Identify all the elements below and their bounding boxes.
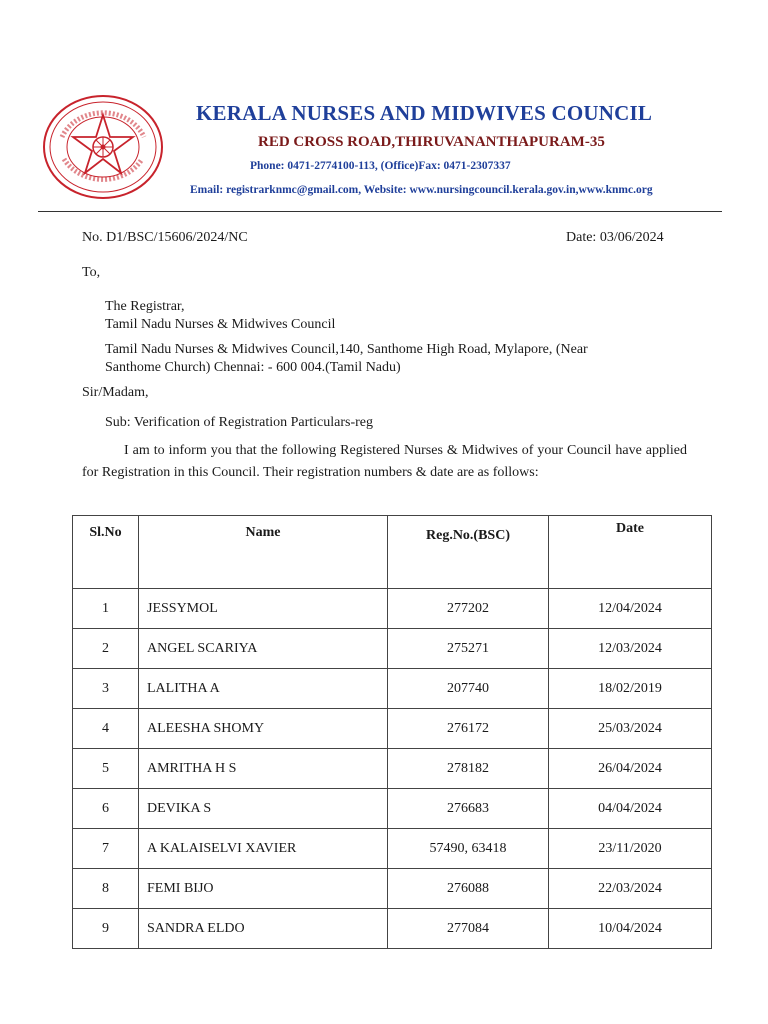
cell-date: 26/04/2024: [549, 749, 712, 789]
council-title: KERALA NURSES AND MIDWIVES COUNCIL: [196, 101, 653, 125]
header-date: Date: [549, 516, 712, 589]
cell-date: 10/04/2024: [549, 909, 712, 949]
cell-reg-no: 276088: [388, 869, 549, 909]
cell-name: SANDRA ELDO: [139, 909, 388, 949]
cell-name: JESSYMOL: [139, 589, 388, 629]
cell-reg-no: 278182: [388, 749, 549, 789]
cell-reg-no: 277084: [388, 909, 549, 949]
table-row: [73, 789, 712, 829]
cell-name: LALITHA A: [139, 669, 388, 709]
cell-reg-no: 277202: [388, 589, 549, 629]
table-row: [73, 909, 712, 949]
table-header-row: [73, 516, 712, 589]
subject-line: Sub: Verification of Registration Particulars-reg: [105, 415, 374, 430]
table-row: [73, 629, 712, 669]
header-sl-no: Sl.No: [73, 516, 139, 589]
cell-date: 23/11/2020: [549, 829, 712, 869]
cell-sl-no: 8: [73, 869, 139, 909]
letterhead-divider: [38, 211, 722, 212]
header-name: Name: [139, 516, 388, 589]
cell-sl-no: 4: [73, 709, 139, 749]
table-row: [73, 829, 712, 869]
cell-name: ANGEL SCARIYA: [139, 629, 388, 669]
cell-date: 12/03/2024: [549, 629, 712, 669]
council-address: RED CROSS ROAD,THIRUVANANTHAPURAM-35: [258, 134, 605, 150]
to-label: To,: [82, 265, 101, 280]
cell-date: 12/04/2024: [549, 589, 712, 629]
cell-date: 04/04/2024: [549, 789, 712, 829]
cell-date: 18/02/2019: [549, 669, 712, 709]
cell-reg-no: 275271: [388, 629, 549, 669]
letter-body: [82, 440, 687, 484]
cell-date: 25/03/2024: [549, 709, 712, 749]
registration-table: [72, 515, 712, 949]
council-seal-logo: [40, 93, 166, 201]
cell-reg-no: 57490, 63418: [388, 829, 549, 869]
letter-date: Date: 03/06/2024: [566, 230, 664, 245]
table-row: [73, 669, 712, 709]
cell-reg-no: 276683: [388, 789, 549, 829]
recipient-organisation: Tamil Nadu Nurses & Midwives Council: [105, 317, 336, 332]
cell-sl-no: 7: [73, 829, 139, 869]
recipient-title: The Registrar,: [105, 299, 185, 314]
table-row: [73, 749, 712, 789]
table-row: [73, 709, 712, 749]
cell-name: A KALAISELVI XAVIER: [139, 829, 388, 869]
cell-date: 22/03/2024: [549, 869, 712, 909]
cell-sl-no: 1: [73, 589, 139, 629]
recipient-address-line2: Santhome Church) Chennai: - 600 004.(Tamil Nadu): [105, 360, 401, 375]
cell-sl-no: 2: [73, 629, 139, 669]
cell-sl-no: 9: [73, 909, 139, 949]
cell-sl-no: 3: [73, 669, 139, 709]
letter-body-text: I am to inform you that the following Registered Nurses & Midwives of your Council have applied for Registration in this Council. Their registration numbers & date are as follows:: [82, 443, 687, 480]
cell-name: DEVIKA S: [139, 789, 388, 829]
council-email-website: Email: registrarknmc@gmail.com, Website: www.nursingcouncil.kerala.gov.in,www.knmc.org: [190, 184, 653, 196]
reference-number: No. D1/BSC/15606/2024/NC: [82, 230, 248, 245]
cell-reg-no: 276172: [388, 709, 549, 749]
cell-reg-no: 207740: [388, 669, 549, 709]
cell-name: FEMI BIJO: [139, 869, 388, 909]
cell-sl-no: 5: [73, 749, 139, 789]
table-row: [73, 589, 712, 629]
salutation: Sir/Madam,: [82, 385, 149, 400]
table-row: [73, 869, 712, 909]
header-reg-no: Reg.No.(BSC): [388, 516, 549, 589]
council-phone: Phone: 0471-2774100-113, (Office)Fax: 0471-2307337: [250, 160, 511, 172]
recipient-address-line1: Tamil Nadu Nurses & Midwives Council,140, Santhome High Road, Mylapore, (Near: [105, 342, 588, 357]
cell-name: ALEESHA SHOMY: [139, 709, 388, 749]
cell-sl-no: 6: [73, 789, 139, 829]
cell-name: AMRITHA H S: [139, 749, 388, 789]
